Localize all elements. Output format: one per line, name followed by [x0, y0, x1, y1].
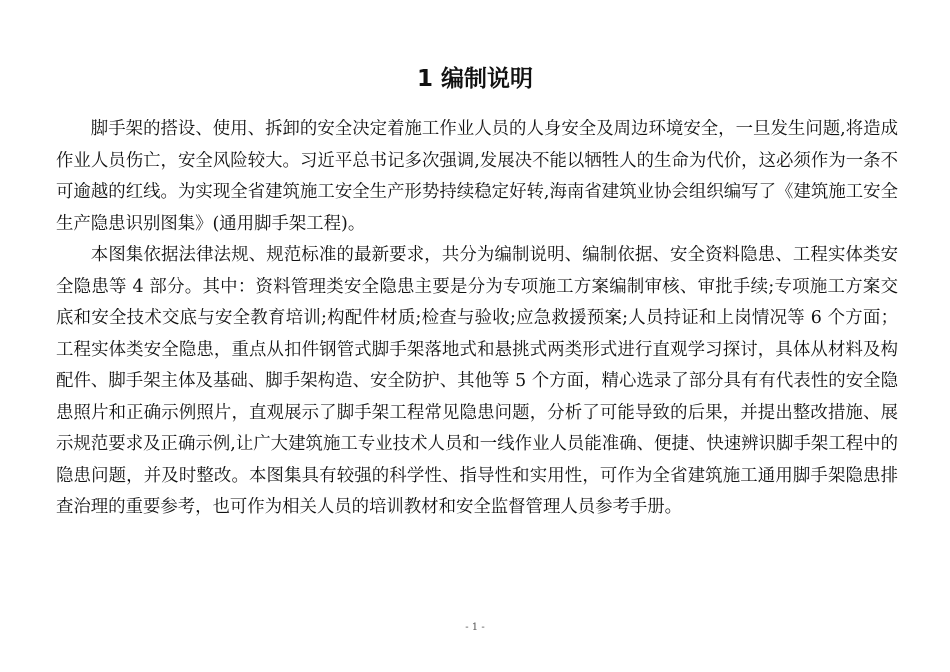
page-title: 1 编制说明	[416, 66, 533, 92]
body-text	[56, 114, 898, 524]
paragraph-1: 脚手架的搭设、使用、拆卸的安全决定着施工作业人员的人身安全及周边环境安全，一旦发生问题,将造成作业人员伤亡，安全风险较大。习近平总书记多次强调,发展决不能以牺牲人的生命为代价，这必须作为一条不可逾越的红线。为实现全省建筑施工安全生产形势持续稳定好转,海南省建筑业协会组织编写了《建筑施工安全生产隐患识别图集》(通用脚手架工程)。	[56, 119, 898, 234]
page-number: - 1 -	[465, 622, 485, 633]
paragraph-2: 本图集依据法律法规、规范标准的最新要求，共分为编制说明、编制依据、安全资料隐患、工程实体类安全隐患等 4 部分。其中：资料管理类安全隐患主要是分为专项施工方案编制审核、审批手续;专项施工方案交底和安全技术交底与安全教育培训;构配件材质;检查与验收;应急救援预案;人员持证和上岗情况等 6 个方面；工程实体类安全隐患，重点从扣件钢管式脚手架落地式和悬挑式两类形式进行直观学习探讨，具体从材料及构配件、脚手架主体及基础、脚手架构造、安全防护、其他等 5 个方面，精心选录了部分具有有代表性的安全隐患照片和正确示例照片，直观展示了脚手架工程常见隐患问题，分析了可能导致的后果，并提出整改措施、展示规范要求及正确示例,让广大建筑施工专业技术人员和一线作业人员能准确、便捷、快速辨识脚手架工程中的隐患问题，并及时整改。本图集具有较强的科学性、指导性和实用性，可作为全省建筑施工通用脚手架隐患排查治理的重要参考，也可作为相关人员的培训教材和安全监督管理人员参考手册。	[56, 245, 898, 517]
